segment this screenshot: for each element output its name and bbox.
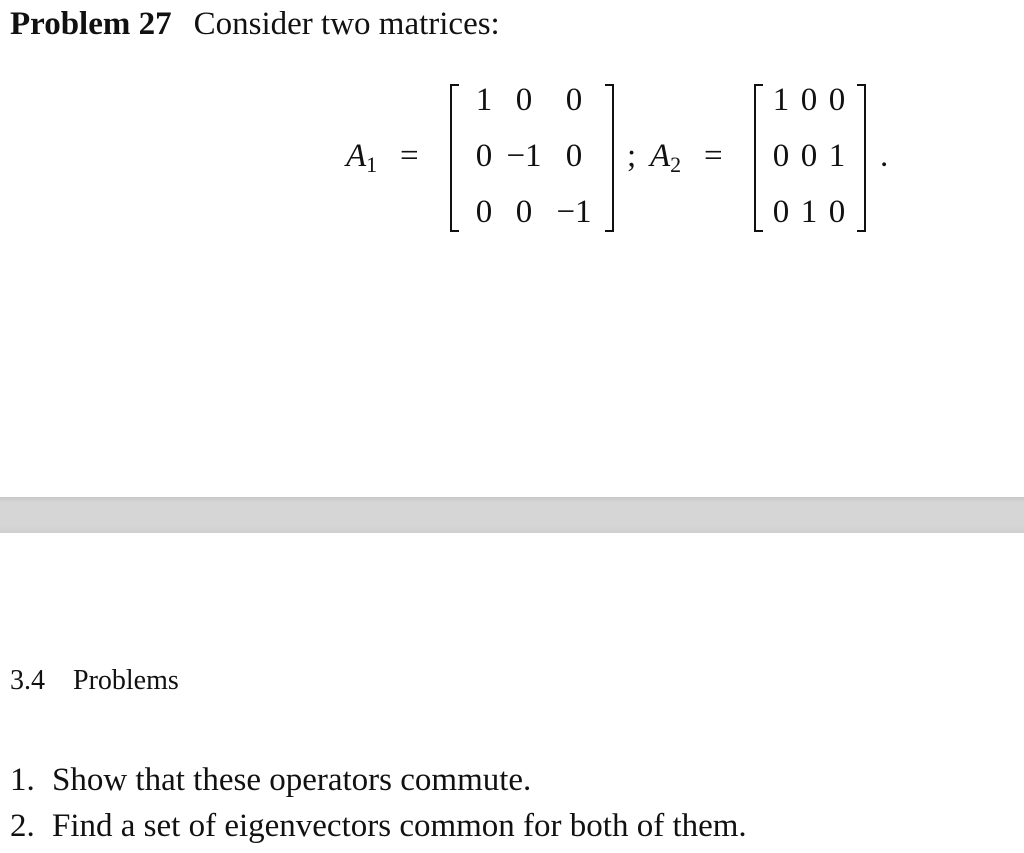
matrix-a2-cell: 0 bbox=[800, 82, 818, 118]
matrix-a2 bbox=[754, 78, 866, 238]
a2-symbol: $A_2$ bbox=[650, 138, 682, 177]
matrix-equation bbox=[0, 78, 1024, 238]
separator: ; bbox=[627, 138, 637, 174]
matrix-a2-cell: 0 bbox=[828, 82, 846, 118]
section-number: 3.4 bbox=[10, 665, 45, 696]
task-list bbox=[10, 757, 747, 849]
section-title: Problems bbox=[73, 665, 179, 696]
matrix-a2-cell: 0 bbox=[772, 138, 790, 174]
matrix-a2-cell: 1 bbox=[828, 138, 846, 174]
left-bracket bbox=[754, 84, 763, 232]
matrix-a1-cell: 0 bbox=[515, 194, 533, 230]
list-item-text: Show that these operators commute. bbox=[52, 762, 532, 798]
matrix-a1-cell: −1 bbox=[556, 194, 592, 230]
matrix-a2-cell: 1 bbox=[800, 194, 818, 230]
matrix-a2-cell: 0 bbox=[800, 138, 818, 174]
a1-symbol: $A_1$ bbox=[346, 138, 378, 177]
section-heading bbox=[10, 663, 179, 699]
list-item-text: Find a set of eigenvectors common for both of them. bbox=[52, 808, 747, 844]
problem-label: Problem 27 bbox=[10, 6, 172, 42]
list-item bbox=[10, 757, 747, 803]
right-bracket bbox=[605, 84, 614, 232]
matrix-a1-cell: 0 bbox=[565, 138, 583, 174]
problem-intro: Consider two matrices: bbox=[193, 6, 500, 42]
left-bracket bbox=[450, 84, 459, 232]
problem-heading bbox=[10, 2, 500, 46]
matrix-a1-cell: −1 bbox=[506, 138, 542, 174]
right-bracket bbox=[857, 84, 866, 232]
matrix-a2-cell: 0 bbox=[772, 194, 790, 230]
list-item bbox=[10, 803, 747, 849]
equals-sign-2: = bbox=[704, 138, 723, 174]
list-item-number: 1. bbox=[10, 762, 35, 798]
matrix-a1-cell: 0 bbox=[565, 82, 583, 118]
matrix-a1 bbox=[450, 78, 614, 238]
terminal-period: . bbox=[880, 138, 889, 174]
matrix-a2-cell: 0 bbox=[828, 194, 846, 230]
equals-sign-1: = bbox=[400, 138, 419, 174]
matrix-a1-cell: 0 bbox=[475, 194, 493, 230]
matrix-a1-cell: 0 bbox=[475, 138, 493, 174]
list-item-number: 2. bbox=[10, 808, 35, 844]
matrix-a1-cell: 0 bbox=[515, 82, 533, 118]
matrix-a2-cell: 1 bbox=[772, 82, 790, 118]
page-divider bbox=[0, 497, 1024, 533]
matrix-a1-cell: 1 bbox=[475, 82, 493, 118]
